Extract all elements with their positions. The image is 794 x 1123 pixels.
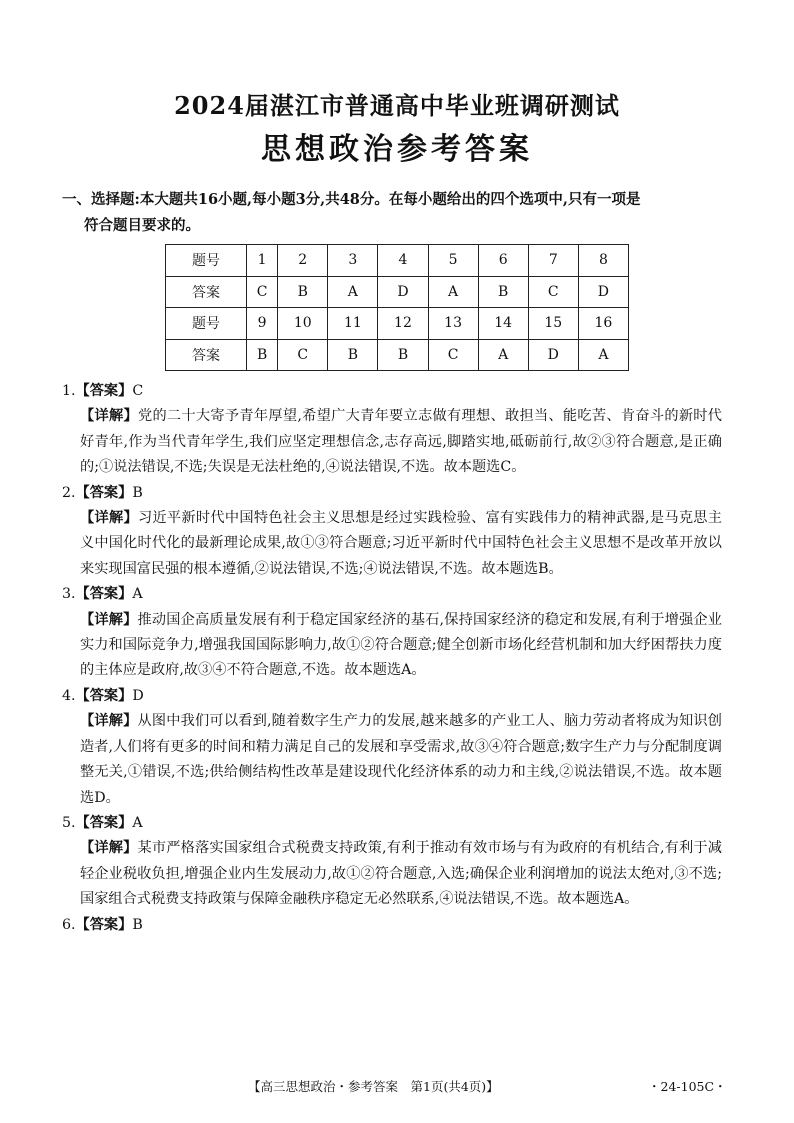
table-header-cell: 题号 bbox=[166, 308, 247, 340]
table-cell: 11 bbox=[328, 308, 378, 340]
table-cell: 6 bbox=[478, 245, 528, 277]
section-heading bbox=[62, 187, 732, 239]
question-block bbox=[62, 481, 722, 583]
document-subtitle: 思想政治参考答案 bbox=[261, 132, 533, 167]
table-row bbox=[166, 276, 629, 308]
question-block bbox=[62, 811, 722, 913]
table-cell: 1 bbox=[247, 245, 278, 277]
table-header-cell: 答案 bbox=[166, 276, 247, 308]
table-cell: B bbox=[478, 276, 528, 308]
document-title: 2024届湛江市普通高中毕业班调研测试 bbox=[174, 91, 620, 120]
answer-line: 4.【答案】D bbox=[62, 687, 144, 704]
table-header-cell: 题号 bbox=[166, 245, 247, 277]
table-cell: C bbox=[278, 339, 328, 371]
question-block bbox=[62, 684, 722, 811]
question-block bbox=[62, 582, 722, 684]
table-cell: 4 bbox=[378, 245, 428, 277]
detail-paragraph: 【详解】习近平新时代中国特色社会主义思想是经过实践检验、富有实践伟力的精神武器,是马克思主义中国化时代化的最新理论成果,故①③符合题意;习近平新时代中国特色社会主义思想不是改革开放以来实现国富民强的根本遵循,②说法错误,不选;④说法错误,不选。故本题选B。 bbox=[80, 510, 722, 577]
table-cell: D bbox=[578, 276, 628, 308]
table-cell: A bbox=[478, 339, 528, 371]
table-cell: 8 bbox=[578, 245, 628, 277]
footer-code: ・24-105C・ bbox=[648, 1079, 727, 1094]
detail-paragraph: 【详解】党的二十大寄予青年厚望,希望广大青年要立志做有理想、敢担当、能吃苦、肯奋斗的新时代好青年,作为当代青年学生,我们应坚定理想信念,志存高远,脚踏实地,砥砺前行,故②③符合题意,是正确的;①说法错误,不选;失误是无法杜绝的,④说法错误,不选。故本题选C。 bbox=[80, 408, 722, 476]
answer-explanations bbox=[62, 379, 722, 938]
table-cell: 10 bbox=[278, 308, 328, 340]
table-cell: D bbox=[378, 276, 428, 308]
table-cell: 15 bbox=[528, 308, 578, 340]
table-cell: B bbox=[378, 339, 428, 371]
table-cell: 13 bbox=[428, 308, 478, 340]
table-header-cell: 答案 bbox=[166, 339, 247, 371]
detail-paragraph: 【详解】推动国企高质量发展有利于稳定国家经济的基石,保持国家经济的稳定和发展,有利于增强企业实力和国际竞争力,增强我国国际影响力,故①②符合题意;健全创新市场化经营机制和加大纾困帮扶力度的主体应是政府,故③④不符合题意,不选。故本题选A。 bbox=[80, 611, 722, 679]
table-row bbox=[166, 245, 629, 277]
table-cell: C bbox=[247, 276, 278, 308]
table-cell: B bbox=[328, 339, 378, 371]
answer-line: 6.【答案】B bbox=[62, 916, 143, 933]
table-row bbox=[166, 339, 629, 371]
table-cell: 14 bbox=[478, 308, 528, 340]
table-cell: A bbox=[578, 339, 628, 371]
footer-page-info: 【高三思想政治・参考答案 第1页(共4页)】 bbox=[248, 1079, 499, 1094]
table-cell: C bbox=[528, 276, 578, 308]
section-heading-line2: 符合题目要求的。 bbox=[84, 217, 200, 234]
table-cell: B bbox=[247, 339, 278, 371]
table-cell: A bbox=[328, 276, 378, 308]
table-cell: 7 bbox=[528, 245, 578, 277]
table-row bbox=[166, 308, 629, 340]
table-cell: 2 bbox=[278, 245, 328, 277]
answer-line: 2.【答案】B bbox=[62, 484, 143, 501]
table-cell: 3 bbox=[328, 245, 378, 277]
question-block bbox=[62, 913, 722, 938]
table-cell: B bbox=[278, 276, 328, 308]
table-cell: 5 bbox=[428, 245, 478, 277]
section-heading-line1: 一、选择题:本大题共16小题,每小题3分,共48分。在每小题给出的四个选项中,只有一项是 bbox=[62, 191, 641, 208]
detail-paragraph: 【详解】从图中我们可以看到,随着数字生产力的发展,越来越多的产业工人、脑力劳动者将成为知识创造者,人们将有更多的时间和精力满足自己的发展和享受需求,故③④符合题意;数字生产力与分配制度调整无关,①错误,不选;供给侧结构性改革是建设现代化经济体系的动力和主线,②说法错误,不选。故本题选D。 bbox=[80, 713, 722, 806]
answer-line: 5.【答案】A bbox=[62, 814, 143, 831]
question-block bbox=[62, 379, 722, 481]
table-cell: 9 bbox=[247, 308, 278, 340]
table-cell: D bbox=[528, 339, 578, 371]
table-cell: C bbox=[428, 339, 478, 371]
detail-paragraph: 【详解】某市严格落实国家组合式税费支持政策,有利于推动有效市场与有为政府的有机结合,有利于减轻企业税收负担,增强企业内生发展动力,故①②符合题意,入选;确保企业利润增加的说法太绝对,③不选;国家组合式税费支持政策与保障金融秩序稳定无必然联系,④说法错误,不选。故本题选A。 bbox=[80, 840, 722, 908]
table-cell: A bbox=[428, 276, 478, 308]
answer-line: 1.【答案】C bbox=[62, 383, 144, 399]
answer-table bbox=[165, 244, 629, 371]
table-cell: 12 bbox=[378, 308, 428, 340]
table-cell: 16 bbox=[578, 308, 628, 340]
answer-line: 3.【答案】A bbox=[62, 586, 143, 603]
